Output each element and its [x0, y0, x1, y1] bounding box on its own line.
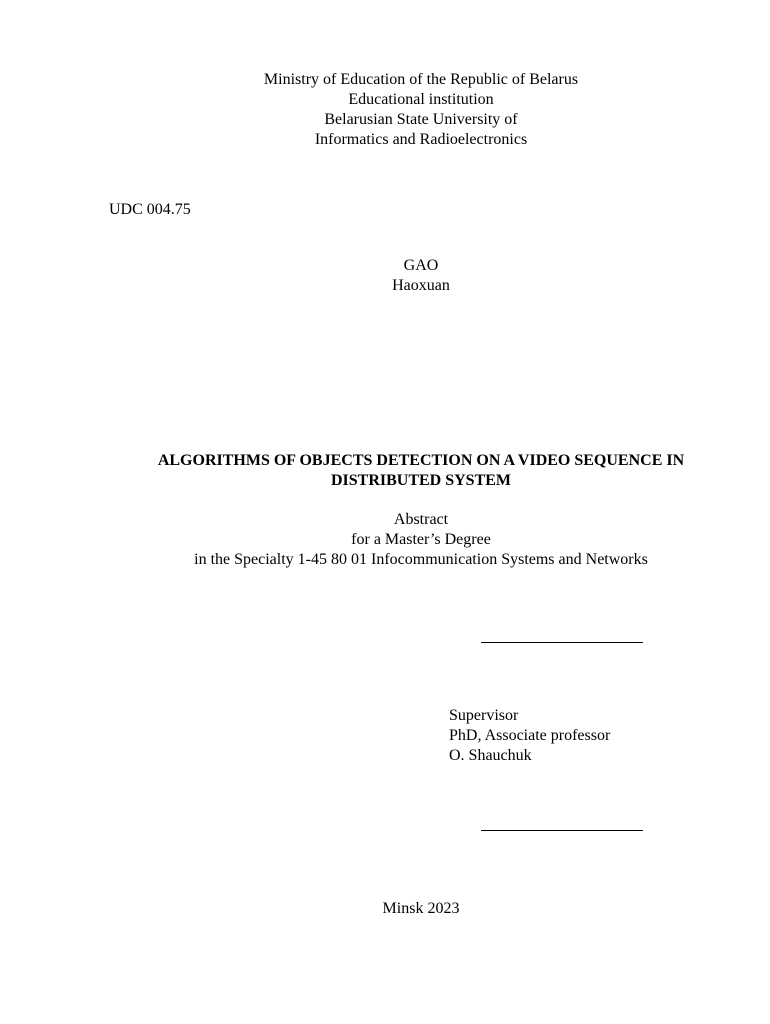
abstract-label: Abstract: [393, 511, 449, 528]
degree-line: for a Master’s Degree: [351, 531, 491, 548]
supervisor-credentials: PhD, Associate professor: [449, 727, 611, 744]
author-given-name: Haoxuan: [392, 277, 450, 294]
author-surname: GAO: [403, 257, 439, 274]
supervisor-role: Supervisor: [449, 707, 519, 724]
ministry-line: Ministry of Education of the Republic of Belarus: [263, 71, 579, 88]
specialty-line: in the Specialty 1-45 80 01 Infocommunication Systems and Networks: [194, 551, 648, 568]
signature-line-author: [481, 642, 643, 643]
author-block: [0, 256, 770, 296]
university-line-2: Informatics and Radioelectronics: [314, 131, 528, 148]
abstract-block: [0, 510, 770, 570]
university-line-1: Belarusian State University of: [324, 111, 518, 128]
thesis-title: [0, 451, 770, 491]
thesis-title-line-1: ALGORITHMS OF OBJECTS DETECTION ON A VIDEO SEQUENCE IN: [157, 452, 685, 469]
udc-code: UDC 004.75: [109, 201, 191, 218]
institution-type-line: Educational institution: [348, 91, 494, 108]
supervisor-name: O. Shauchuk: [449, 747, 532, 764]
supervisor-block: [449, 706, 610, 766]
institution-header: [0, 70, 770, 150]
signature-line-supervisor: [481, 830, 643, 831]
place-year: Minsk 2023: [382, 900, 460, 917]
thesis-title-line-2: DISTRIBUTED SYSTEM: [330, 472, 512, 489]
